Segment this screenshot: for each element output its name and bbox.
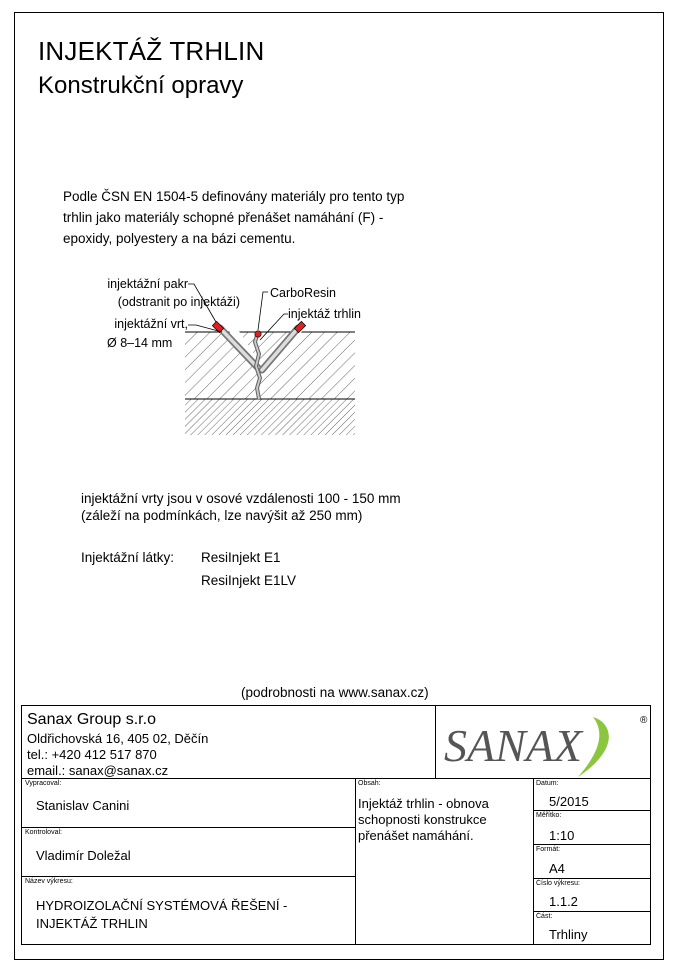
scale-value: 1:10 [549, 828, 575, 843]
date-value: 5/2015 [549, 794, 589, 809]
number-caption: Číslo výkresu: [536, 880, 580, 887]
intro-line: trhlin jako materiály schopné přenášet namáhání (F) - [63, 210, 384, 225]
label-resin: CarboResin [270, 286, 337, 300]
logo-swoosh [578, 717, 609, 777]
format-value: A4 [549, 861, 565, 876]
format-caption: Formát: [536, 846, 561, 853]
content-line: přenášet namáhání. [358, 828, 474, 843]
details-link[interactable]: (podrobnosti na www.sanax.cz) [241, 685, 429, 700]
sanax-logo [438, 709, 650, 781]
content-line: Injektáž trhlin - obnova [358, 796, 489, 811]
col-divider [355, 778, 356, 944]
company-email[interactable]: email.: sanax@sanax.cz [27, 763, 169, 778]
prepared-caption: Vypracoval: [25, 780, 62, 787]
logo-registered: ® [640, 715, 648, 726]
scale-caption: Měřítko: [536, 812, 562, 819]
label-drill: injektážní vrt, [114, 317, 188, 331]
drawing-name-caption: Název výkresu: [25, 878, 73, 885]
part-value: Trhliny [549, 927, 588, 942]
intro-line: epoxidy, polyestery a na bázi cementu. [63, 231, 296, 246]
materials-label: Injektážní látky: [81, 550, 175, 565]
prepared-by: Stanislav Canini [36, 798, 130, 813]
page-title: INJEKTÁŽ TRHLIN [38, 36, 265, 66]
part-caption: Část: [536, 913, 553, 920]
checked-caption: Kontroloval: [25, 829, 62, 836]
company-name: Sanax Group s.r.o [27, 711, 156, 728]
logo-divider [435, 706, 436, 778]
material-item: ResiInjekt E1LV [201, 573, 297, 588]
concrete-layer-lower [185, 399, 355, 435]
spacing-line: injektážní vrty jsou v osové vzdálenosti 100 - 150 mm [81, 491, 401, 506]
label-drill-diameter: Ø 8–14 mm [107, 336, 173, 350]
page-subtitle: Konstrukční opravy [38, 72, 244, 99]
material-item: ResiInjekt E1 [201, 550, 281, 565]
logo-text: SANAX [444, 720, 582, 771]
label-packer: injektážní pakr [107, 277, 188, 291]
drawing-name: INJEKTÁŽ TRHLIN [36, 916, 148, 931]
label-packer-note: (odstranit po injektáži) [117, 295, 240, 309]
content-caption: Obsah: [358, 780, 381, 787]
label-crack: injektáž trhlin [288, 307, 361, 321]
drill-spacing-note [81, 490, 401, 524]
drawing-name: HYDROIZOLAČNÍ SYSTÉMOVÁ ŘEŠENÍ - [36, 898, 288, 913]
col-divider [533, 778, 534, 944]
company-address: Oldřichovská 16, 405 02, Děčín [27, 731, 209, 746]
row-divider [22, 778, 650, 779]
checked-by: Vladimír Doležal [36, 848, 131, 863]
company-phone: tel.: +420 412 517 870 [27, 747, 157, 762]
crack-packer [255, 331, 261, 337]
intro-line: Podle ČSN EN 1504-5 definovány materiály pro tento typ [63, 189, 405, 204]
content-line: schopnosti konstrukce [358, 812, 487, 827]
title-block [21, 705, 651, 945]
intro-paragraph [63, 186, 443, 249]
spacing-line: (záleží na podmínkách, lze navýšit až 250 mm) [81, 508, 363, 523]
date-caption: Datum: [536, 780, 559, 787]
drawing-number: 1.1.2 [549, 894, 578, 909]
leader-resin [258, 292, 268, 330]
injection-diagram [30, 270, 370, 435]
